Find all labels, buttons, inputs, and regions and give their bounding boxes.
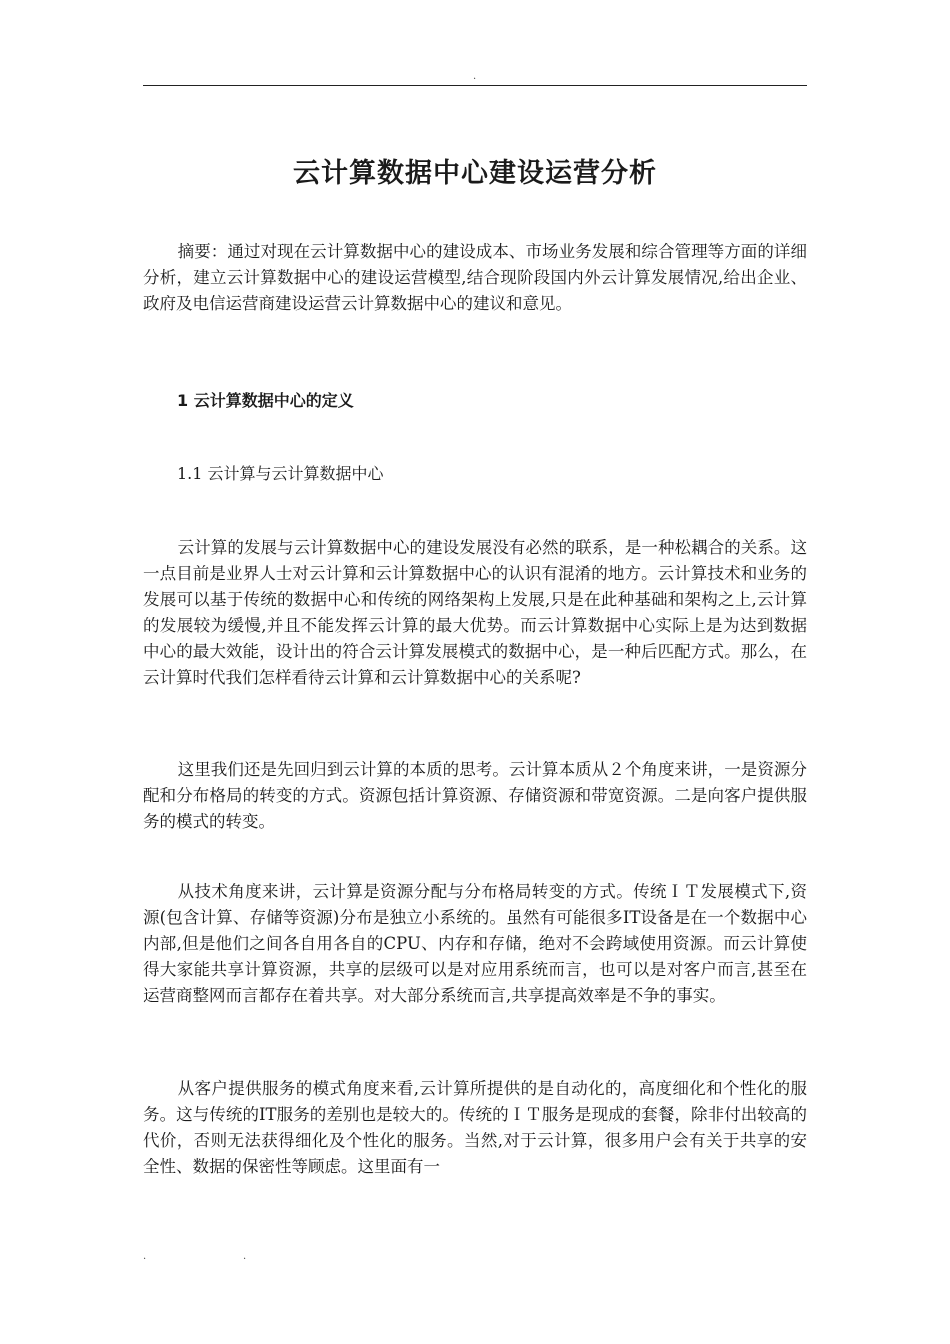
body-paragraph: 从客户提供服务的模式角度来看,云计算所提供的是自动化的，高度细化和个性化的服务。这与传统的IT服务的差别也是较大的。传统的ＩＴ服务是现成的套餐，除非付出较高的代价，否则无法获得细化及个性化的服务。当然,对于云计算，很多用户会有关于共享的安全性、数据的保密性等顾虑。这里面有一 — [143, 1079, 807, 1176]
footer-mark-left: . — [143, 1251, 147, 1262]
abstract-paragraph: 摘要：通过对现在云计算数据中心的建设成本、市场业务发展和综合管理等方面的详细分析，建立云计算数据中心的建设运营模型,结合现阶段国内外云计算发展情况,给出企业、政府及电信运营商建设运营云计算数据中心的建议和意见。 — [143, 242, 807, 313]
header-mark: . — [473, 71, 477, 82]
body-paragraph: 这里我们还是先回归到云计算的本质的思考。云计算本质从２个角度来讲，一是资源分配和分布格局的转变的方式。资源包括计算资源、存储资源和带宽资源。二是向客户提供服务的模式的转变。 — [143, 760, 807, 831]
body-paragraph: 云计算的发展与云计算数据中心的建设发展没有必然的联系，是一种松耦合的关系。这一点目前是业界人士对云计算和云计算数据中心的认识有混淆的地方。云计算技术和业务的发展可以基于传统的数据中心和传统的网络架构上发展,只是在此种基础和架构之上,云计算的发展较为缓慢,并且不能发挥云计算的最大优势。而云计算数据中心实际上是为达到数据中心的最大效能，设计出的符合云计算发展模式的数据中心，是一种后匹配方式。那么，在云计算时代我们怎样看待云计算和云计算数据中心的关系呢? — [143, 538, 807, 687]
section-heading-1: 1 云计算数据中心的定义 — [177, 391, 354, 410]
footer-mark-right: . — [243, 1251, 247, 1262]
page-title: 云计算数据中心建设运营分析 — [293, 158, 657, 189]
section-heading-1-1: 1.1 云计算与云计算数据中心 — [177, 464, 384, 483]
header-rule — [143, 85, 807, 86]
body-paragraph: 从技术角度来讲，云计算是资源分配与分布格局转变的方式。传统ＩＴ发展模式下,资源(包含计算、存储等资源)分布是独立小系统的。虽然有可能很多IT设备是在一个数据中心内部,但是他们之间各自用各自的CPU、内存和存储，绝对不会跨域使用资源。而云计算使得大家能共享计算资源，共享的层级可以是对应用系统而言，也可以是对客户而言,甚至在运营商整网而言都存在着共享。对大部分系统而言,共享提高效率是不争的事实。 — [143, 882, 807, 1005]
